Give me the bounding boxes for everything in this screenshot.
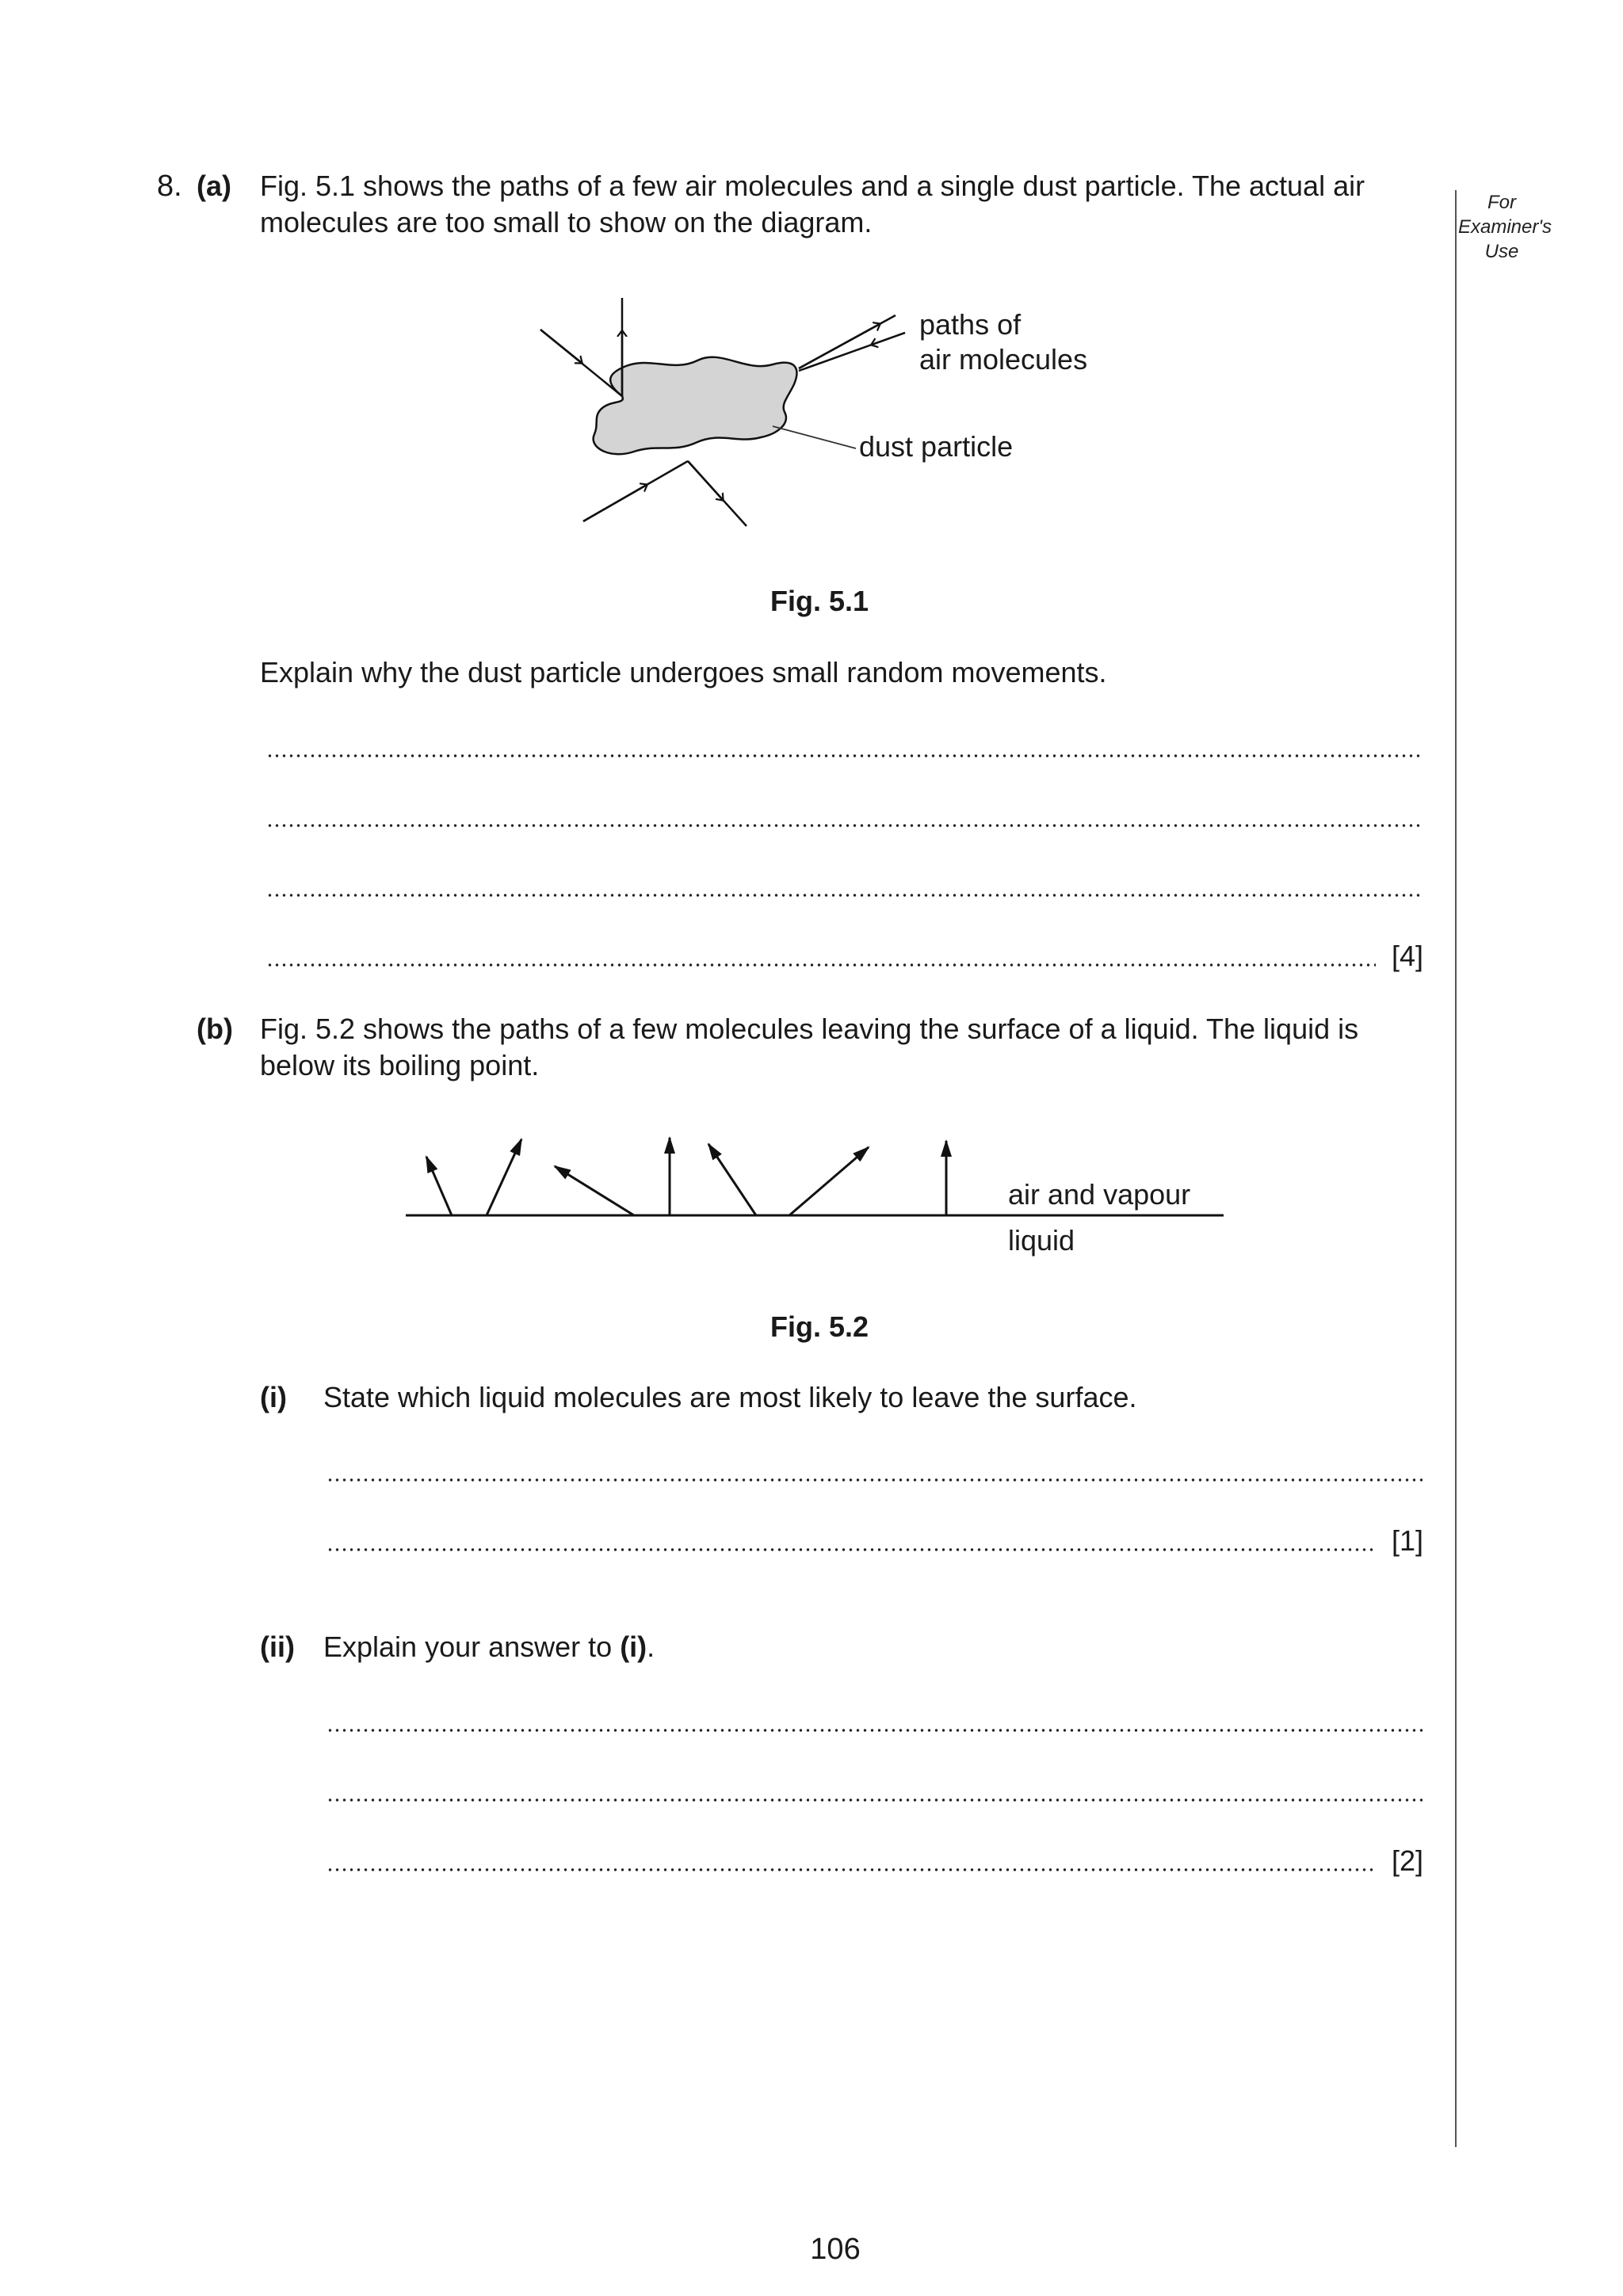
figure-5-2-diagram <box>0 1109 1623 1268</box>
part-a-answer-line-2[interactable] <box>266 799 1423 835</box>
molecule-path-1 <box>426 1157 452 1215</box>
part-a-answer-line-4[interactable] <box>266 938 1423 974</box>
part-b-ii-question-pre: Explain your answer to <box>323 1630 621 1663</box>
part-a-intro-line-1: Fig. 5.1 shows the paths of a few air molecules and a single dust particle. The actual air <box>260 170 1365 202</box>
fig-5-1-label-dust: dust particle <box>859 430 1014 463</box>
fig-5-1-label-paths <box>919 307 1087 377</box>
part-a-question: Explain why the dust particle undergoes small random movements. <box>260 656 1107 688</box>
part-b-ii-answer-line-1[interactable] <box>327 1703 1423 1740</box>
fig-5-1-caption: Fig. 5.1 <box>769 585 869 617</box>
path-lower-left-arrow <box>583 485 647 521</box>
dust-particle-leader <box>773 426 856 448</box>
page-number: 106 <box>810 2233 861 2266</box>
examiner-line-2: Examiner's <box>1458 216 1552 238</box>
part-b-ii-answer-line-2[interactable] <box>327 1773 1423 1810</box>
path-lower-right-arrow <box>688 461 723 500</box>
path-right-in-lower-arrow <box>872 333 905 345</box>
molecule-path-3 <box>555 1166 634 1215</box>
part-b-label: (b) <box>197 1013 233 1045</box>
part-a-answer-line-1[interactable] <box>266 729 1423 765</box>
dust-particle-shape <box>594 357 797 454</box>
fig-5-2-label-air: air and vapour <box>1008 1178 1191 1211</box>
examiner-line-1: For <box>1487 192 1516 213</box>
part-b-i-mark: [1] <box>1387 1523 1423 1559</box>
part-b-intro-line-2: below its boiling point. <box>260 1049 540 1081</box>
part-b-ii-question-ref: (i) <box>620 1630 647 1663</box>
molecule-path-6 <box>789 1147 869 1215</box>
part-a-answer-line-3[interactable] <box>266 868 1423 905</box>
label-paths-line-2: air molecules <box>919 343 1088 376</box>
question-number: 8. <box>157 170 182 203</box>
part-b-ii-question-post: . <box>647 1630 655 1663</box>
part-b-ii-question <box>323 1629 655 1665</box>
molecule-path-2 <box>487 1139 521 1215</box>
part-a-label: (a) <box>197 170 231 202</box>
part-a-mark: [4] <box>1387 938 1423 974</box>
part-b-i-question: State which liquid molecules are most likely to leave the surface. <box>323 1381 1137 1413</box>
figure-5-1-diagram <box>0 0 1623 555</box>
part-b-intro-line-1: Fig. 5.2 shows the paths of a few molecules leaving the surface of a liquid. The liquid is <box>260 1013 1359 1045</box>
part-b-ii-label: (ii) <box>260 1630 295 1663</box>
part-b-i-answer-line-2[interactable] <box>327 1523 1423 1559</box>
label-paths-line-1: paths of <box>919 308 1022 341</box>
examiner-line-3: Use <box>1484 241 1519 262</box>
part-b-intro <box>260 1011 1425 1084</box>
part-b-ii-answer-line-3[interactable] <box>327 1843 1423 1879</box>
part-b-ii-mark: [2] <box>1387 1843 1423 1879</box>
molecule-path-5 <box>708 1144 756 1215</box>
part-b-i-answer-line-1[interactable] <box>327 1453 1423 1489</box>
part-b-i-label: (i) <box>260 1381 287 1413</box>
fig-5-2-caption: Fig. 5.2 <box>769 1310 869 1343</box>
fig-5-2-label-liquid: liquid <box>1008 1224 1075 1257</box>
part-a-intro-line-2: molecules are too small to show on the diagram. <box>260 206 873 238</box>
path-upper-left-arrow <box>540 330 582 363</box>
